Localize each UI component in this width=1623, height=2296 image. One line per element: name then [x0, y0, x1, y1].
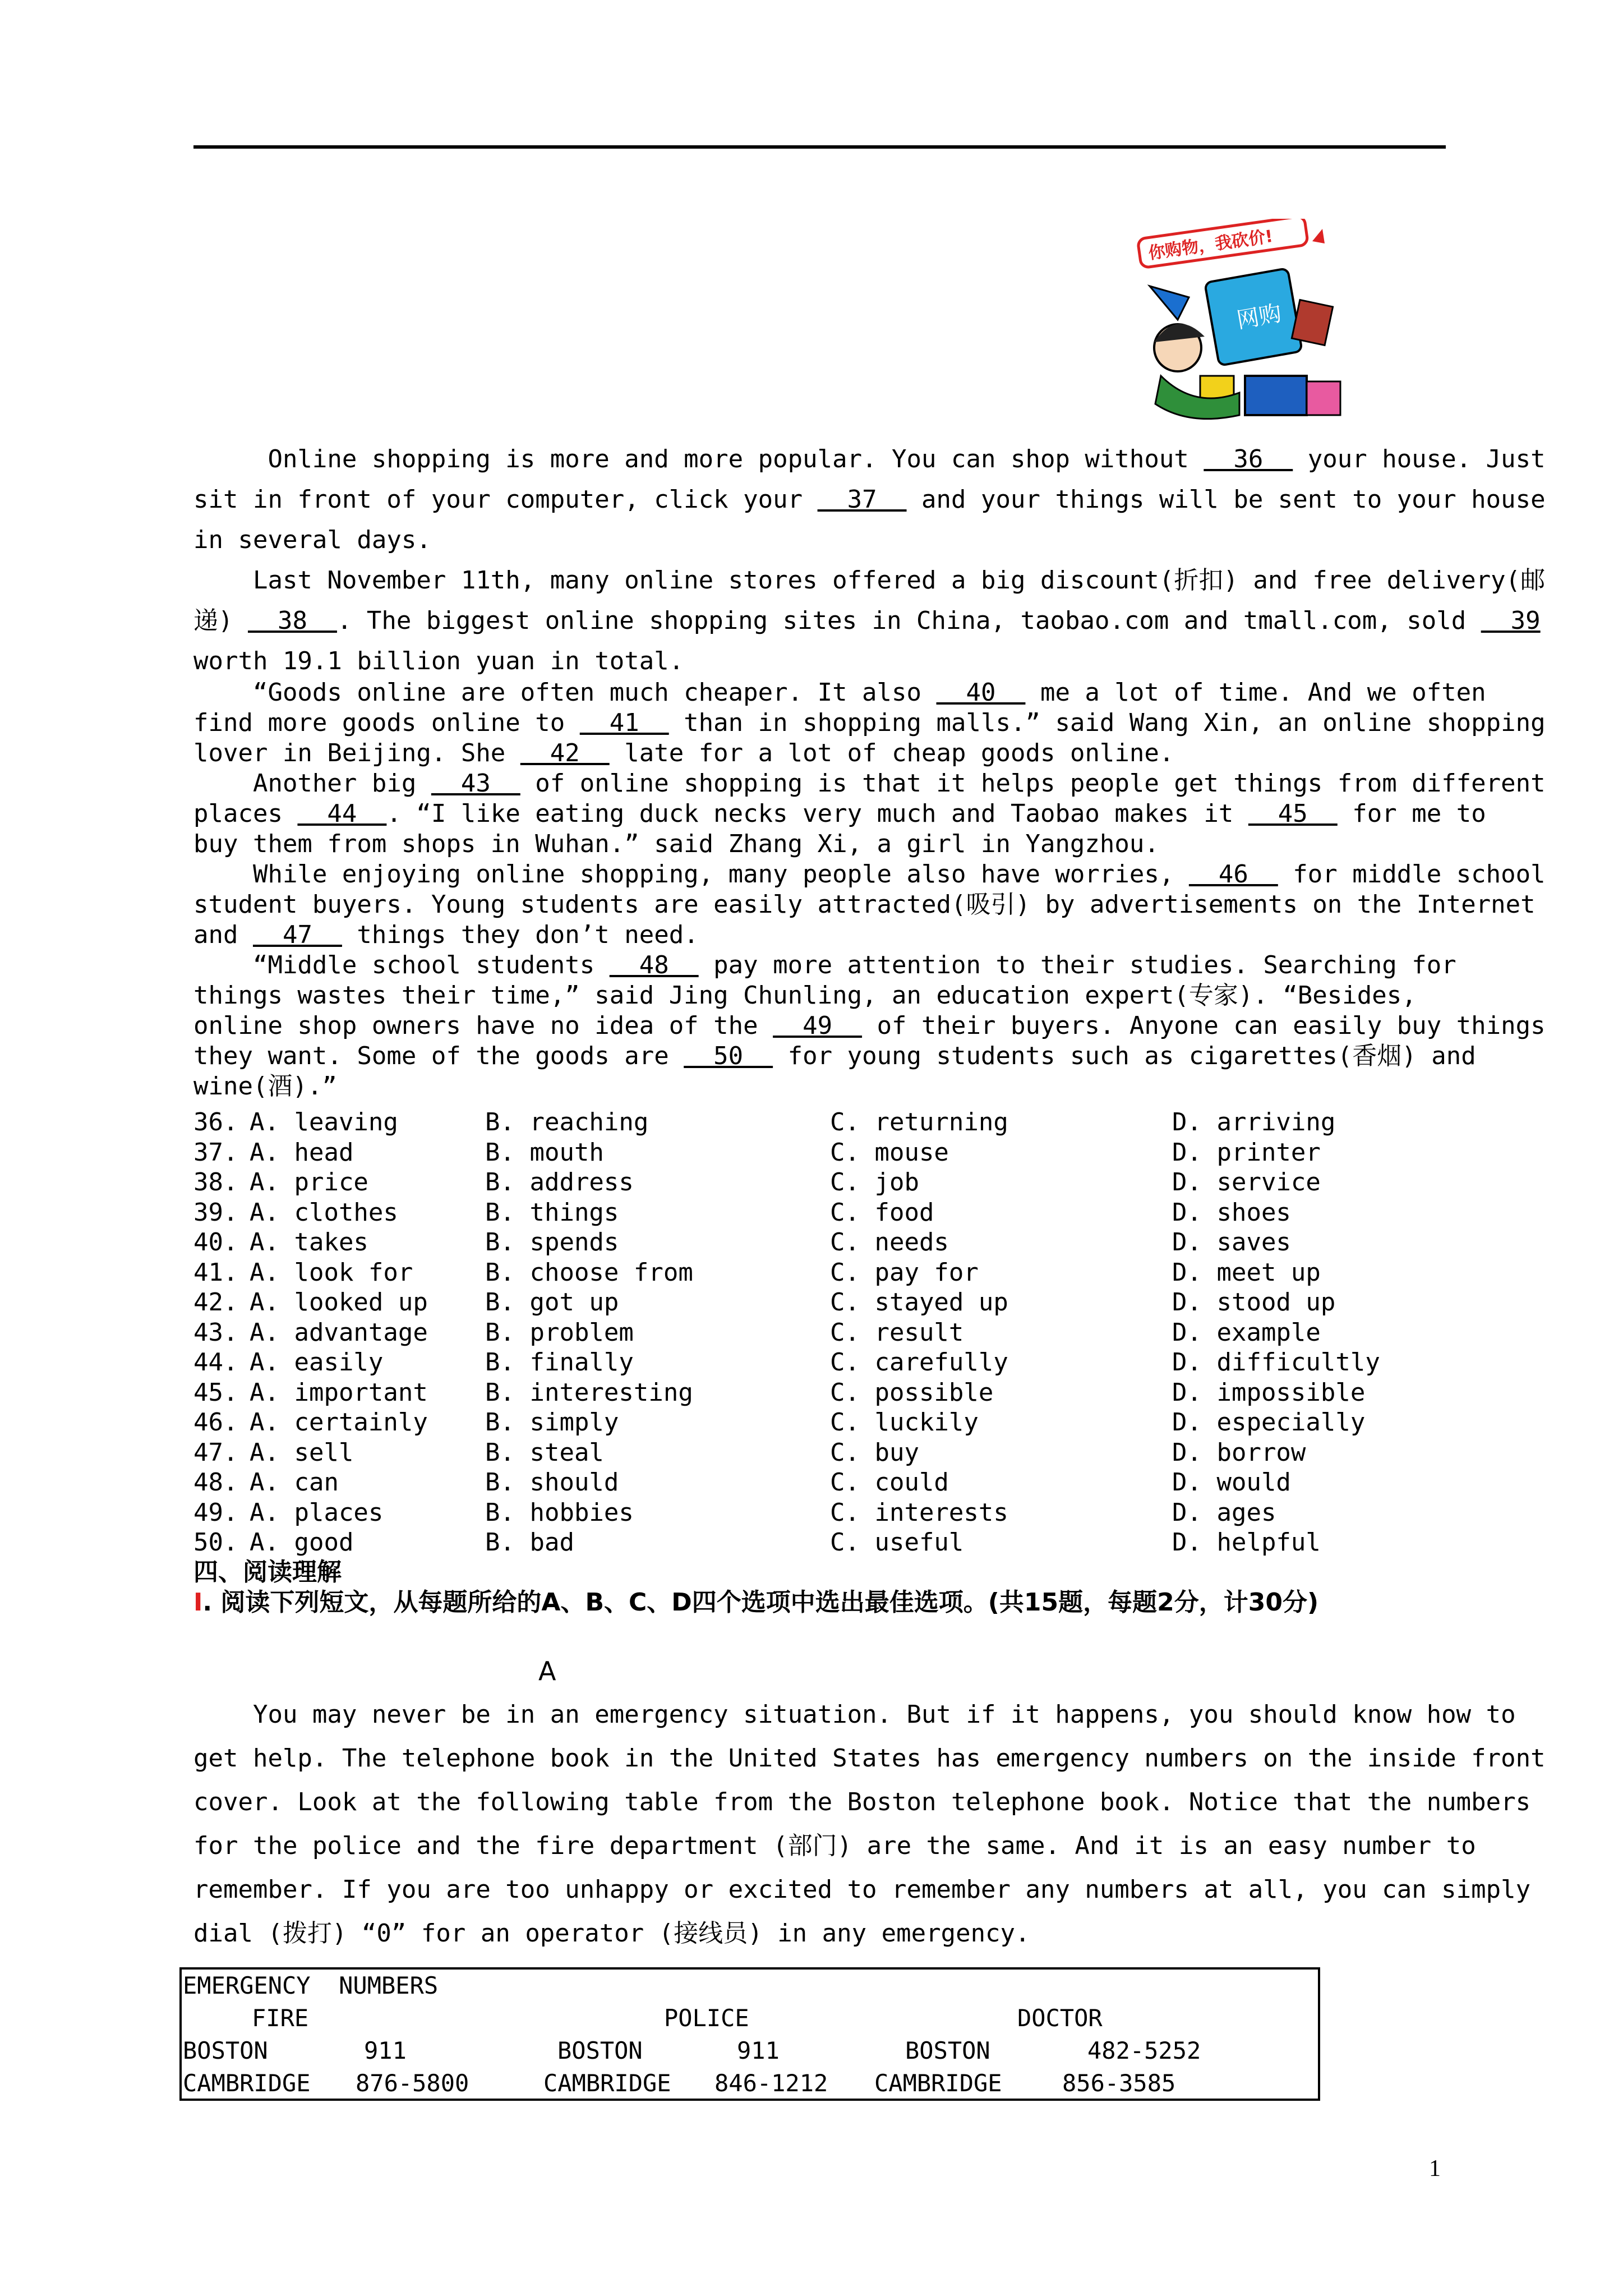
cloze-line [193, 890, 1536, 920]
table-cell: 876-5800 [356, 2069, 469, 2097]
cloze-blank: 40 [936, 678, 1026, 707]
cloze-text: of online shopping is that it helps people get things from different [520, 769, 1546, 798]
instr-number: I [193, 1588, 203, 1617]
option-c: C. could [830, 1468, 949, 1497]
option-c: C. pay for [830, 1258, 979, 1287]
table-cell: 856-3585 [1062, 2069, 1176, 2097]
cloze-text: worth 19.1 billion yuan in total. [193, 647, 684, 675]
cloze-blank: 38 [247, 606, 337, 635]
option-a: A. look for [250, 1258, 413, 1287]
cloze-text: Another big [193, 769, 431, 798]
option-c: C. job [830, 1168, 919, 1197]
table-cell: 482-5252 [1087, 2037, 1201, 2064]
cloze-line [193, 606, 1541, 636]
cloze-line [193, 859, 1546, 890]
option-d: D. helpful [1172, 1528, 1321, 1557]
option-c: C. buy [830, 1438, 919, 1467]
cloze-blank: 43 [431, 769, 520, 798]
cloze-line [193, 920, 699, 950]
cloze-blank: 45 [1248, 799, 1338, 828]
question-number: 42. [193, 1288, 238, 1317]
option-a: A. advantage [250, 1318, 428, 1347]
cloze-text: . “I like eating duck necks very much and Taobao makes it [386, 799, 1248, 828]
instr-text: . 阅读下列短文，从每题所给的A、B、C、D四个选项中选出最佳选项。(共15题，每题2分，计30分) [202, 1588, 1319, 1617]
question-number: 37. [193, 1138, 238, 1167]
cloze-line [193, 708, 1546, 738]
cloze-line [193, 1041, 1476, 1071]
cloze-text: and [193, 921, 253, 949]
cloze-text: for young students such as cigarettes(香烟) and [773, 1042, 1476, 1070]
cloze-text: of their buyers. Anyone can easily buy things [862, 1011, 1546, 1040]
reading-line: get help. The telephone book in the United States has emergency numbers on the inside front [193, 1744, 1546, 1773]
option-b: B. things [485, 1198, 619, 1227]
question-number: 47. [193, 1438, 238, 1467]
option-c: C. useful [830, 1528, 964, 1557]
option-a: A. good [250, 1528, 354, 1557]
question-number: 44. [193, 1348, 238, 1377]
page-number: 1 [1429, 2156, 1441, 2182]
table-cell: 911 [737, 2037, 780, 2064]
cloze-text: lover in Beijing. She [193, 739, 520, 767]
table-header-fire: FIRE [252, 2004, 309, 2032]
option-b: B. mouth [485, 1138, 604, 1167]
cloze-line [193, 646, 684, 677]
cloze-line [193, 485, 1546, 515]
option-a: A. easily [250, 1348, 384, 1377]
table-cell: 846-1212 [714, 2069, 828, 2097]
cloze-text: . The biggest online shopping sites in China, taobao.com and tmall.com, sold [336, 606, 1481, 635]
illustration-screen-text: 网购 [1234, 300, 1284, 334]
cloze-text: me a lot of time. And we often [1025, 678, 1486, 707]
emergency-numbers-table [179, 1967, 1320, 2101]
option-d: D. impossible [1172, 1378, 1366, 1407]
cloze-line [193, 678, 1486, 708]
option-a: A. leaving [250, 1108, 398, 1137]
cloze-blank: 36 [1204, 445, 1293, 473]
option-b: B. should [485, 1468, 619, 1497]
cloze-blank: 39 [1481, 606, 1541, 635]
question-number: 48. [193, 1468, 238, 1497]
cloze-text: 递) [193, 606, 248, 635]
reading-instructions [193, 1585, 1461, 1620]
cloze-text: things they don’t need. [342, 921, 699, 949]
question-number: 45. [193, 1378, 238, 1407]
cloze-text: pay more attention to their studies. Searching for [698, 951, 1456, 979]
cloze-line [193, 1071, 337, 1102]
option-d: D. stood up [1172, 1288, 1336, 1317]
option-d: D. arriving [1172, 1108, 1336, 1137]
cloze-text: places [193, 799, 298, 828]
cloze-text: While enjoying online shopping, many people also have worries, [193, 860, 1189, 889]
option-a: A. important [250, 1378, 428, 1407]
cloze-text: than in shopping malls.” said Wang Xin, an online shopping [668, 708, 1546, 737]
option-c: C. luckily [830, 1408, 979, 1437]
option-c: C. result [830, 1318, 964, 1347]
table-header-doctor: DOCTOR [1017, 2004, 1103, 2032]
reading-line: remember. If you are too unhappy or excited to remember any numbers at all, you can simply [193, 1875, 1531, 1904]
cloze-text: find more goods online to [193, 708, 580, 737]
passage-label: A [538, 1656, 556, 1686]
option-d: D. printer [1172, 1138, 1321, 1167]
option-a: A. clothes [250, 1198, 398, 1227]
cloze-text: for me to [1337, 799, 1486, 828]
cloze-text: “Goods online are often much cheaper. It also [193, 678, 937, 707]
cloze-line [193, 799, 1486, 829]
shopping-cartoon-illustration [1127, 219, 1363, 432]
cloze-text: buy them from shops in Wuhan.” said Zhang Xi, a girl in Yangzhou. [193, 830, 1159, 858]
cloze-text: wine(酒).” [193, 1072, 337, 1101]
option-a: A. can [250, 1468, 339, 1497]
option-c: C. returning [830, 1108, 1008, 1137]
option-c: C. food [830, 1198, 934, 1227]
option-d: D. example [1172, 1318, 1321, 1347]
question-number: 36. [193, 1108, 238, 1137]
cloze-text: student buyers. Young students are easily attracted(吸引) by advertisements on the Internet [193, 890, 1536, 919]
cloze-text: in several days. [193, 526, 431, 554]
option-b: B. got up [485, 1288, 619, 1317]
option-b: B. interesting [485, 1378, 693, 1407]
option-b: B. choose from [485, 1258, 693, 1287]
option-c: C. carefully [830, 1348, 1008, 1377]
option-d: D. ages [1172, 1498, 1276, 1527]
question-number: 40. [193, 1228, 238, 1257]
question-number: 46. [193, 1408, 238, 1437]
option-c: C. interests [830, 1498, 1008, 1527]
cloze-line [193, 525, 431, 555]
option-b: B. finally [485, 1348, 634, 1377]
question-number: 39. [193, 1198, 238, 1227]
option-b: B. spends [485, 1228, 619, 1257]
question-number: 49. [193, 1498, 238, 1527]
table-cell: BOSTON [557, 2037, 643, 2064]
option-d: D. saves [1172, 1228, 1291, 1257]
option-d: D. difficultly [1172, 1348, 1380, 1377]
cloze-line [193, 769, 1546, 799]
option-b: B. reaching [485, 1108, 649, 1137]
option-c: C. possible [830, 1378, 994, 1407]
cloze-blank: 46 [1188, 860, 1278, 889]
question-number: 43. [193, 1318, 238, 1347]
table-cell: BOSTON [183, 2037, 268, 2064]
cloze-text: sit in front of your computer, click your [193, 485, 818, 514]
cloze-blank: 42 [520, 739, 610, 767]
cloze-blank: 44 [297, 799, 387, 828]
cloze-text: things wastes their time,” said Jing Chunling, an education expert(专家). “Besides, [193, 981, 1417, 1010]
option-b: B. simply [485, 1408, 619, 1437]
question-number: 41. [193, 1258, 238, 1287]
cloze-line [193, 829, 1159, 859]
option-a: A. takes [250, 1228, 368, 1257]
option-d: D. meet up [1172, 1258, 1321, 1287]
option-b: B. hobbies [485, 1498, 634, 1527]
cloze-text: online shop owners have no idea of the [193, 1011, 773, 1040]
table-cell: CAMBRIDGE [543, 2069, 671, 2097]
reading-line: for the police and the fire department (部门) are the same. And it is an easy number to [193, 1832, 1476, 1860]
option-c: C. mouse [830, 1138, 949, 1167]
table-cell: 911 [364, 2037, 407, 2064]
cloze-line [193, 738, 1174, 769]
cloze-line [193, 1011, 1546, 1041]
option-a: A. looked up [250, 1288, 428, 1317]
cloze-text: and your things will be sent to your house [906, 485, 1546, 514]
cloze-line [193, 950, 1456, 981]
cloze-blank: 48 [609, 951, 699, 979]
cloze-text: for middle school [1278, 860, 1546, 889]
cloze-text: your house. Just [1293, 445, 1546, 473]
option-c: C. needs [830, 1228, 949, 1257]
question-number: 38. [193, 1168, 238, 1197]
table-title: EMERGENCY NUMBERS [183, 1972, 439, 1999]
option-d: D. would [1172, 1468, 1291, 1497]
cloze-blank: 49 [773, 1011, 863, 1040]
option-c: C. stayed up [830, 1288, 1008, 1317]
cloze-line [193, 565, 1545, 596]
cloze-text: Online shopping is more and more popular. You can shop without [193, 445, 1204, 473]
option-b: B. steal [485, 1438, 604, 1467]
cloze-blank: 41 [579, 708, 669, 737]
option-a: A. price [250, 1168, 368, 1197]
cloze-line [193, 981, 1417, 1011]
cloze-blank: 47 [252, 921, 342, 949]
cloze-blank: 37 [817, 485, 907, 514]
option-d: D. borrow [1172, 1438, 1306, 1467]
option-a: A. places [250, 1498, 384, 1527]
option-d: D. especially [1172, 1408, 1366, 1437]
option-b: B. address [485, 1168, 634, 1197]
illustration-caption: 你购物，我砍价! [1147, 226, 1274, 264]
cloze-text: they want. Some of the goods are [193, 1042, 684, 1070]
option-a: A. certainly [250, 1408, 428, 1437]
cloze-text: Last November 11th, many online stores offered a big discount(折扣) and free delivery(邮 [193, 566, 1546, 595]
cloze-text: late for a lot of cheap goods online. [609, 739, 1174, 767]
option-d: D. shoes [1172, 1198, 1291, 1227]
reading-line: You may never be in an emergency situation. But if it happens, you should know how to [193, 1700, 1516, 1729]
option-b: B. problem [485, 1318, 634, 1347]
reading-line: dial (拨打) “0” for an operator (接线员) in any emergency. [193, 1919, 1030, 1948]
option-b: B. bad [485, 1528, 574, 1557]
option-a: A. sell [250, 1438, 354, 1467]
header-rule [193, 145, 1446, 149]
option-a: A. head [250, 1138, 354, 1167]
question-number: 50. [193, 1528, 238, 1557]
table-cell: BOSTON [905, 2037, 990, 2064]
cloze-text: “Middle school students [193, 951, 610, 979]
section-heading: 四、阅读理解 [193, 1558, 342, 1586]
table-cell: CAMBRIDGE [183, 2069, 311, 2097]
option-d: D. service [1172, 1168, 1321, 1197]
cloze-line [193, 444, 1546, 475]
reading-line: cover. Look at the following table from the Boston telephone book. Notice that the numbers [193, 1788, 1531, 1816]
table-cell: CAMBRIDGE [874, 2069, 1002, 2097]
table-header-police: POLICE [664, 2004, 749, 2032]
cloze-blank: 50 [684, 1042, 773, 1070]
